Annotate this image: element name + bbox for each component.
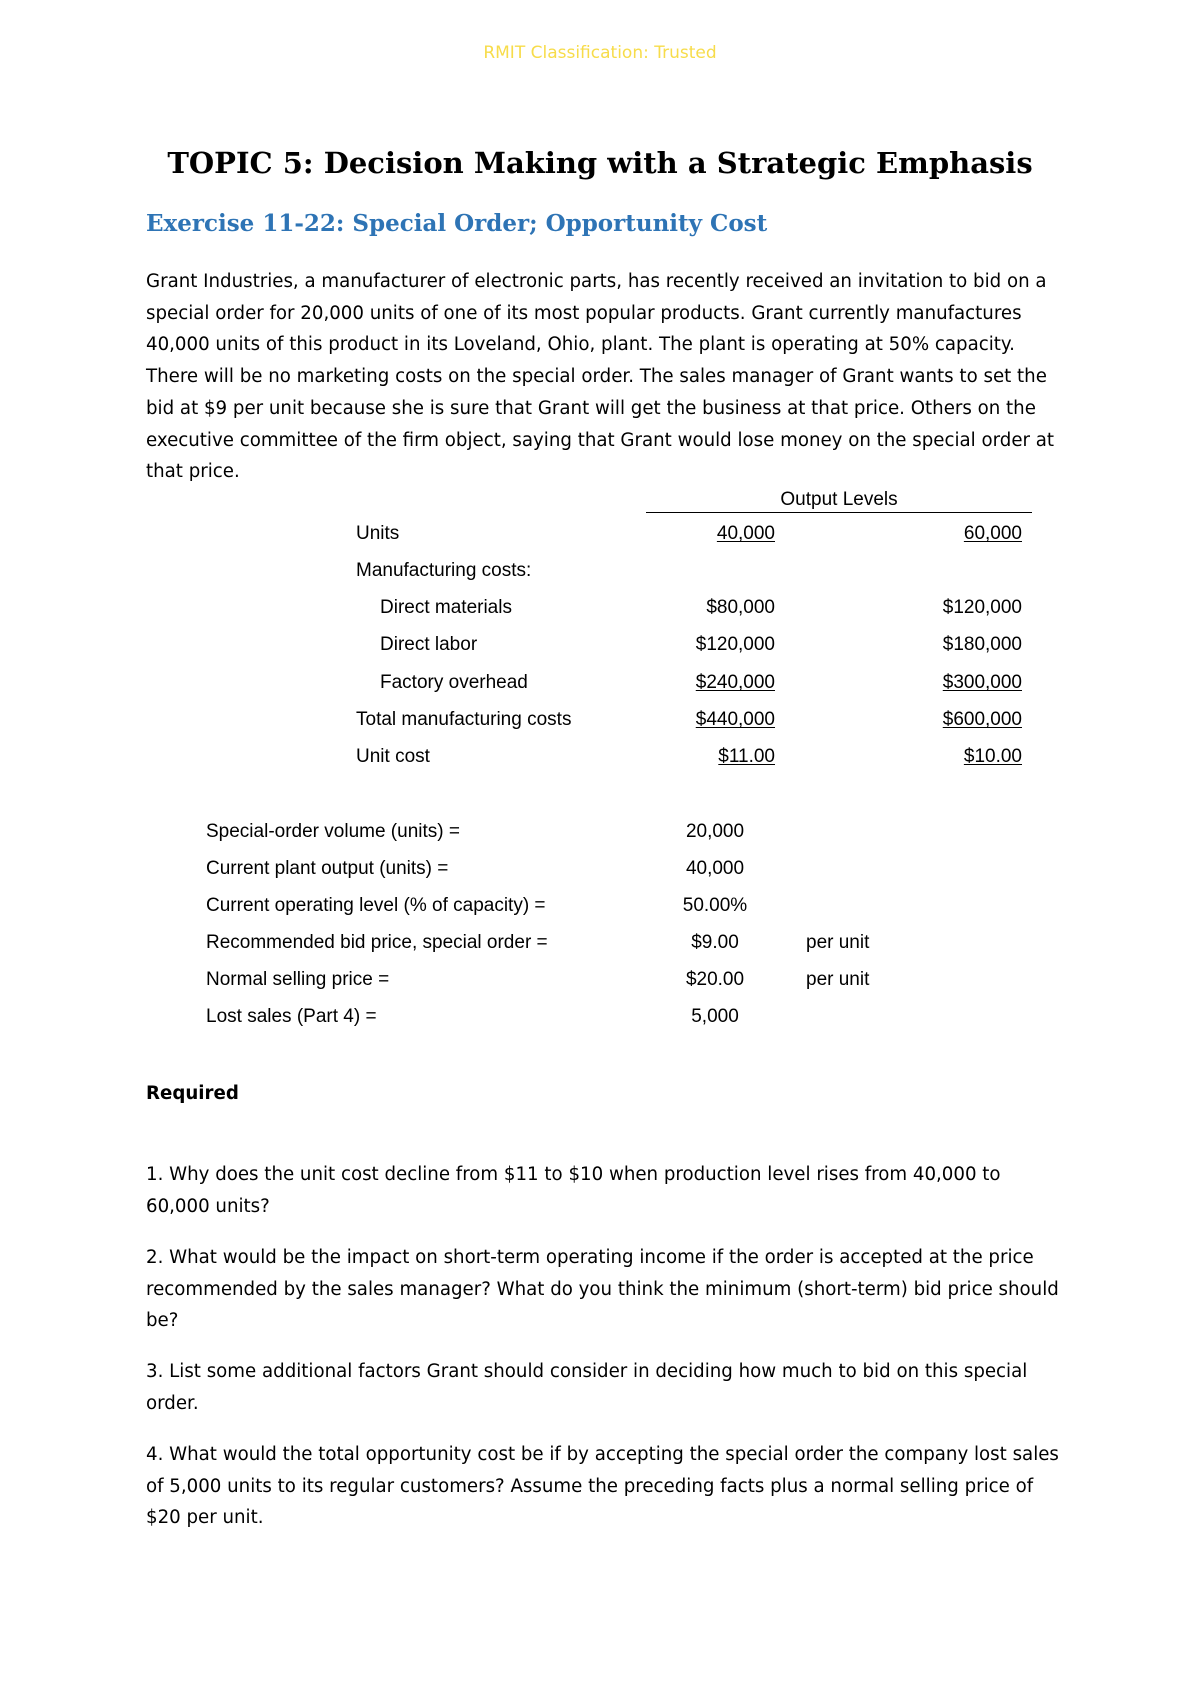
row-label: Total manufacturing costs [356,709,572,730]
fact-row [0,932,1200,962]
fact-label: Lost sales (Part 4) = [206,1006,377,1027]
fact-value: 5,000 [691,1006,739,1027]
row-label: Units [356,523,400,544]
fact-value: 40,000 [685,858,745,879]
fact-value: 50.00% [682,895,748,916]
value-40000-level: $120,000 [695,634,775,655]
fact-label: Recommended bid price, special order = [206,932,548,953]
question-2: 2. What would be the impact on short-term operating income if the order is accepted at the price recommended by the sales manager? What do you think the minimum (short-term) bid price should be? [146,1247,1059,1332]
fact-label: Current plant output (units) = [206,858,449,879]
table-row [0,634,1200,664]
fact-value: 20,000 [685,821,745,842]
row-label: Direct materials [380,597,512,618]
intro-paragraph: Grant Industries, a manufacturer of electronic parts, has recently received an invitation to bid on a special order for 20,000 units of one of its most popular products. Grant currently manufactures 40,000 units of this product in its Loveland, Ohio, plant. The plant is operating at 50% capacity. There will be no marketing costs on the special order. The sales manager of Grant wants to set the bid at $9 per unit because she is sure that Grant will get the business at that price. Others on the executive committee of the firm object, saying that Grant would lose money on the special order at that price. [146,271,1055,483]
fact-unit: per unit [806,932,870,953]
question-3: 3. List some additional factors Grant should consider in deciding how much to bid on this special order. [146,1361,1028,1414]
value-60000-level: $10.00 [963,746,1022,767]
row-label: Direct labor [380,634,478,655]
value-40000-level: $440,000 [695,709,775,730]
row-label: Factory overhead [380,672,528,693]
output-levels-rule [646,512,1032,513]
table-row [0,672,1200,702]
value-60000-level: $120,000 [942,597,1022,618]
fact-unit: per unit [806,969,870,990]
table-row [0,746,1200,776]
table-row [0,560,1200,590]
classification-label: RMIT Classification: Trusted [483,43,717,63]
question-1: 1. Why does the unit cost decline from $11 to $10 when production level rises from 40,000 to 60,000 units? [146,1164,1001,1217]
value-60000-level: $180,000 [942,634,1022,655]
table-row [0,523,1200,553]
value-40000-level: 40,000 [716,523,775,544]
required-heading: Required [146,1083,239,1104]
row-label: Manufacturing costs: [356,560,532,581]
value-40000-level: $240,000 [695,672,775,693]
row-label: Unit cost [356,746,430,767]
value-60000-level: $300,000 [942,672,1022,693]
fact-label: Current operating level (% of capacity) = [206,895,546,916]
page-title: TOPIC 5: Decision Making with a Strategic Emphasis [167,146,1033,180]
value-40000-level: $80,000 [706,597,775,618]
fact-label: Special-order volume (units) = [206,821,460,842]
fact-row [0,1006,1200,1036]
table-row [0,597,1200,627]
fact-value: $9.00 [691,932,739,953]
fact-row [0,858,1200,888]
exercise-title: Exercise 11-22: Special Order; Opportunity Cost [146,210,768,237]
table-row [0,709,1200,739]
fact-row [0,821,1200,851]
fact-row [0,969,1200,999]
value-60000-level: $600,000 [942,709,1022,730]
value-60000-level: 60,000 [963,523,1022,544]
value-40000-level: $11.00 [718,746,775,767]
fact-value: $20.00 [685,969,745,990]
fact-row [0,895,1200,925]
output-levels-header: Output Levels [780,489,898,510]
question-4: 4. What would the total opportunity cost be if by accepting the special order the company lost sales of 5,000 units to its regular customers? Assume the preceding facts plus a normal selling price of $20 per unit. [146,1444,1059,1529]
fact-label: Normal selling price = [206,969,390,990]
